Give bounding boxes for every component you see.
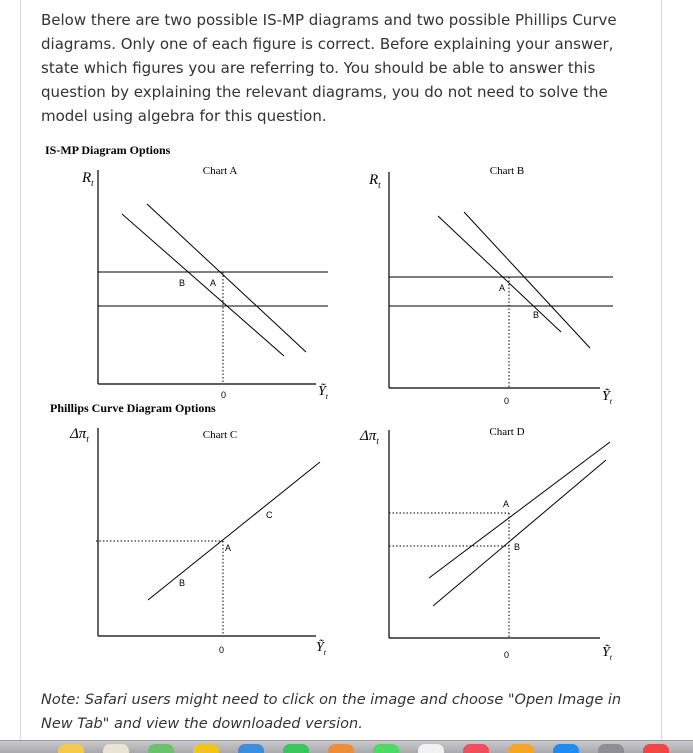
chart-c-origin-label: 0 [219,645,225,655]
chart-a-is-curve-inner [122,214,284,356]
chart-b-origin-label: 0 [504,396,510,406]
chart-c-point-a: A [225,543,232,553]
chart-a [81,165,329,401]
chart-c-y-axis-label: $\Delta\pi_t$ [70,426,89,444]
chart-d-title: Chart D [489,426,525,438]
chart-b-is-curve-right [464,212,590,348]
chart-a-point-a: A [210,278,217,288]
question-text: Below there are two possible IS-MP diagrams and two possible Phillips Curve diagrams. Only one of each figure is correct. Before explaining your answer, state which figures you are referring to. You should be able to answer this question by explaining the relevant diagrams, you do not need to solve the model using algebra for this question. [41,11,617,125]
chart-c-point-c: C [266,510,273,520]
chart-a-title: Chart A [202,165,238,177]
chart-d-x-axis-label: Ỹ$_t$ [602,645,613,662]
chart-a-y-axis-label: $R_t$ [82,170,94,188]
dock [0,740,693,753]
chart-d-phillips-curve-lower [433,460,606,606]
chart-c-phillips-curve [148,462,320,600]
chart-b-x-axis-label: Ỹ$_t$ [602,389,613,406]
chart-a-point-b: B [179,278,186,288]
chart-b-y-axis-label: $R_t$ [369,172,381,190]
chart-b-point-b: B [533,310,540,320]
chart-d [359,426,613,662]
chart-d-phillips-curve-upper [429,442,610,578]
diagram-figure [40,136,640,676]
chart-c-point-b: B [179,578,186,588]
chart-c [69,426,327,657]
chart-d-origin-label: 0 [504,650,510,660]
chart-d-point-b: B [514,542,521,552]
ismp-title: IS-MP Diagram Options [45,143,171,157]
chart-a-origin-label: 0 [221,390,227,400]
chart-b-title: Chart B [489,165,525,177]
chart-b-is-curve-left [438,216,561,332]
chart-c-x-axis-label: Ỹ$_t$ [316,640,327,657]
chart-d-point-a: A [503,499,510,509]
chart-a-x-axis-label: Ỹ$_t$ [318,384,329,401]
chart-a-is-curve-outer [147,204,306,352]
safari-note: Note: Safari users might need to click on the image and choose "Open Image in New Tab" and view the downloaded version. [41,692,622,732]
chart-d-y-axis-label: $\Delta\pi_t$ [360,428,379,446]
chart-b-point-a: A [499,283,506,293]
phillips-title: Phillips Curve Diagram Options [50,401,216,415]
chart-c-title: Chart C [202,429,238,441]
chart-b [368,165,613,406]
